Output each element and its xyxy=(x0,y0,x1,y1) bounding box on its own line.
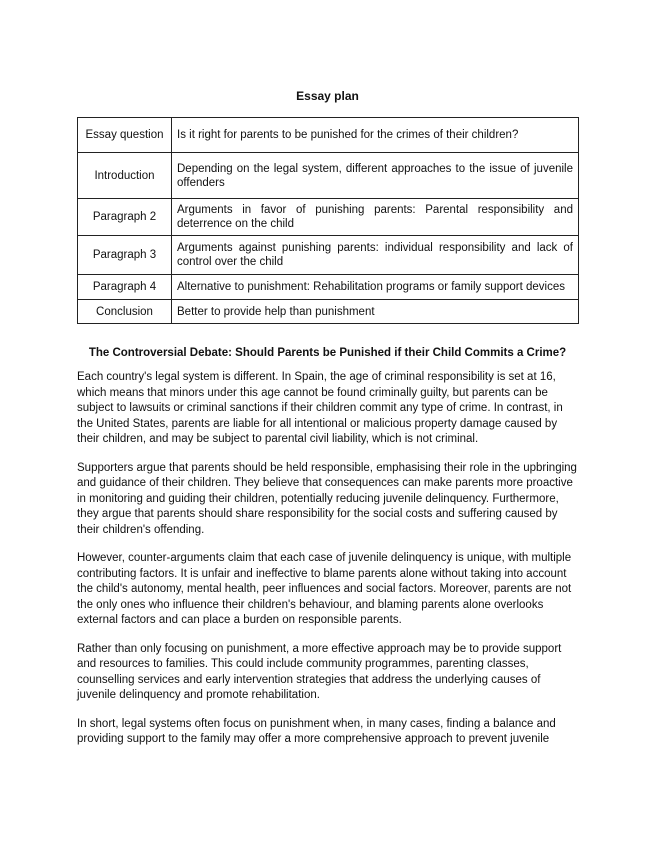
paragraph: Rather than only focusing on punishment, a more effective approach may be to provide support and resources to families. This could include community programmes, parenting classes, counselling services and early intervention strategies that address the underlying causes of juvenile delinquency and promote rehabilitation. xyxy=(77,642,562,701)
row-content: Alternative to punishment: Rehabilitation programs or family support devices xyxy=(172,275,579,300)
row-content: Arguments in favor of punishing parents: Parental responsibility and deterrence on the child xyxy=(172,199,579,236)
essay-body xyxy=(77,370,577,761)
table-row xyxy=(78,275,579,300)
plan-title: Essay plan xyxy=(296,89,359,103)
essay-plan-table xyxy=(77,117,579,324)
paragraph: However, counter-arguments claim that each case of juvenile delinquency is unique, with multiple contributing factors. It is unfair and ineffective to blame parents alone without taking into account the child's autonomy, mental health, peer influences and social factors. Moreover, parents are not the only ones who influence their children's behaviour, and blaming parents alone overlooks external factors and can place a burden on responsible parents. xyxy=(77,552,572,626)
row-content: Better to provide help than punishment xyxy=(172,300,579,324)
row-label: Conclusion xyxy=(78,300,172,324)
essay-title: The Controversial Debate: Should Parents be Punished if their Child Commits a Crime? xyxy=(88,347,567,359)
table-row xyxy=(78,236,579,275)
table-row xyxy=(78,199,579,236)
row-label: Introduction xyxy=(78,153,172,199)
paragraph: Supporters argue that parents should be held responsible, emphasising their role in the upbringing and guidance of their children. They believe that consequences can make parents more proactive in monitoring and guiding their children, potentially reducing juvenile delinquency. Furthermore, they argue that parents should share responsibility for the social costs and suffering caused by their children's offending. xyxy=(77,461,577,536)
row-content: Depending on the legal system, different approaches to the issue of juvenile offenders xyxy=(172,153,579,199)
row-label: Paragraph 4 xyxy=(78,275,172,300)
row-label: Essay question xyxy=(78,118,172,153)
row-label: Paragraph 3 xyxy=(78,236,172,275)
table-row xyxy=(78,300,579,324)
row-content: Is it right for parents to be punished for the crimes of their children? xyxy=(172,118,579,153)
paragraph: Each country's legal system is different. In Spain, the age of criminal responsibility is set at 16, which means that minors under this age cannot be found criminally guilty, but parents can be subject to lawsuits or criminal sanctions if their children commit any type of crime. In contrast, in the United States, parents are liable for all intentional or malicious property damage caused by their children, and may be subject to parental civil liability, which is not criminal. xyxy=(77,371,563,445)
table-row xyxy=(78,153,579,199)
row-label: Paragraph 2 xyxy=(78,199,172,236)
row-content: Arguments against punishing parents: individual responsibility and lack of control over the child xyxy=(172,236,579,275)
table-row xyxy=(78,118,579,153)
paragraph: In short, legal systems often focus on punishment when, in many cases, finding a balance and providing support to the family may offer a more comprehensive approach to prevent juvenile xyxy=(77,717,556,745)
